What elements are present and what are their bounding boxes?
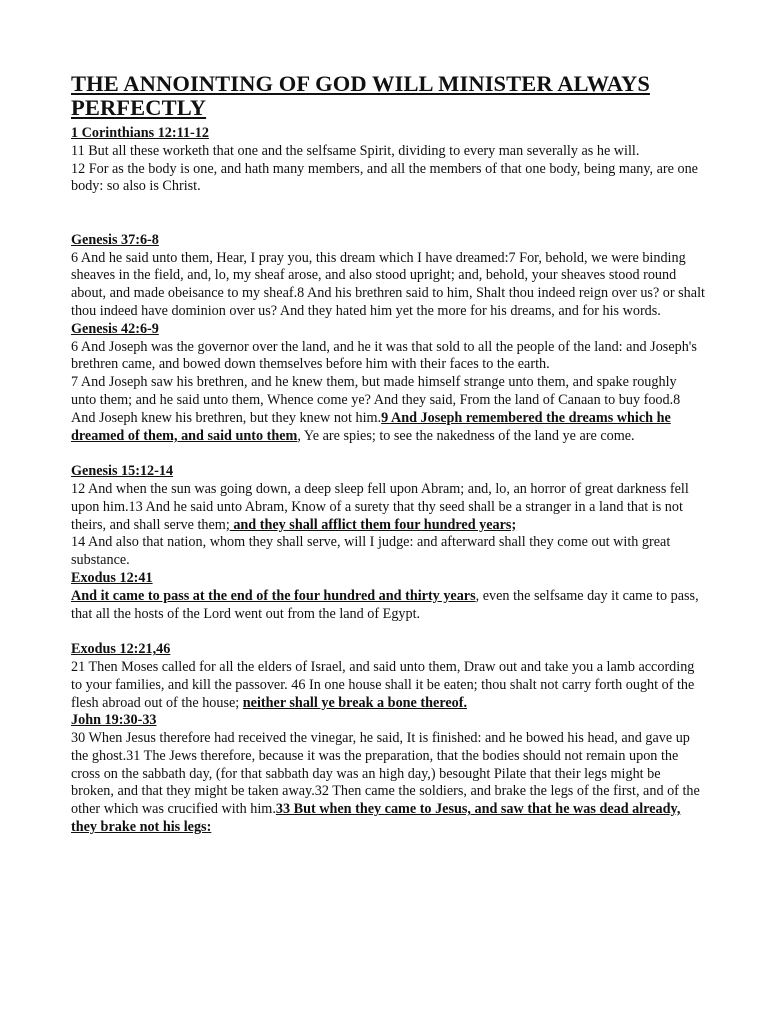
verse-text (71, 659, 705, 712)
scripture-reference: Exodus 12:41 (71, 569, 153, 586)
section-genesis-37 (71, 232, 705, 321)
spacer (71, 623, 705, 641)
verse-text (71, 588, 705, 624)
verse-text: 6 And he said unto them, Hear, I pray you, this dream which I have dreamed:7 For, behold, we were binding sheaves in the field, and, lo, my sheaf arose, and also stood upright; and, behold, your sheaves stood round about, and made obeisance to my sheaf.8 And his brethren said to him, Shalt thou indeed reign over us? or shalt thou indeed have dominion over us? And they hated him yet the more for his dreams, and for his words. (71, 249, 705, 319)
scripture-reference: Genesis 15:12-14 (71, 463, 174, 480)
verse-text-plain: 21 Then Moses called for all the elders of Israel, and said unto them, Draw out and take you a lamb according to your families, and kill the passover. 46 In one house shall it be eaten; thou shalt not carry forth ought of the flesh abroad out of the house; (71, 658, 695, 711)
scripture-reference: Genesis 42:6-9 (71, 320, 159, 337)
verse-text-plain: , Ye are spies; to see the nakedness of the land ye are come. (297, 427, 635, 444)
verse-text-plain: , even the selfsame day it came to pass, that all the hosts of the Lord went out from the land of Egypt. (71, 587, 699, 622)
scripture-reference: Genesis 37:6-8 (71, 231, 159, 248)
section-john-19 (71, 712, 705, 837)
verse-text (71, 730, 705, 837)
document-title: THE ANNOINTING OF GOD WILL MINISTER ALWAYS PERFECTLY (71, 71, 650, 120)
document-body (71, 72, 705, 837)
verse-text-plain: 12 And when the sun was going down, a deep sleep fell upon Abram; and, lo, an horror of great darkness fell upon him.13 And he said unto Abram, Know of a surety that thy seed shall be a stranger in a land that is not theirs, and shall serve them; (71, 480, 689, 533)
verse-text (71, 481, 705, 534)
verse-text (71, 374, 705, 445)
verse-emphasis: 33 But when they came to Jesus, and saw that he was dead already, they brake not his legs: (71, 801, 681, 836)
verse-emphasis: And it came to pass at the end of the four hundred and thirty years (71, 587, 476, 604)
verse-emphasis: 9 And Joseph remembered the dreams which he dreamed of them, and said unto them (71, 409, 671, 444)
verse-emphasis: neither shall ye break a bone thereof. (242, 694, 468, 711)
section-exodus-12-21 (71, 641, 705, 712)
verse-text-plain: 30 When Jesus therefore had received the vinegar, he said, It is finished: and he bowed his head, and gave up the ghost.31 The Jews therefore, because it was the preparation, that the bodies should not remain upon the cross on the sabbath day, (for that sabbath day was an high day,) besought Pilate that their legs might be broken, and that they might be taken away.32 Then came the soldiers, and brake the legs of the first, and of the other which was crucified with him. (71, 730, 700, 818)
section-genesis-15 (71, 463, 705, 570)
scripture-reference: 1 Corinthians 12:11-12 (71, 125, 209, 141)
scripture-reference: Exodus 12:21,46 (71, 641, 171, 658)
verse-text: 6 And Joseph was the governor over the land, and he it was that sold to all the people of the land: and Joseph's brethren came, and bowed down themselves before him with their faces to the earth. (71, 338, 697, 373)
section-1-corinthians (71, 125, 705, 196)
verse-text: 14 And also that nation, whom they shall serve, will I judge: and afterward shall they come out with great substance. (71, 534, 671, 569)
verse-text-plain: 7 And Joseph saw his brethren, and he knew them, but made himself strange unto them, and spake roughly unto them; and he said unto them, Whence come ye? And they said, From the land of Canaan to buy food.8 And Joseph knew his brethren, but they knew not him. (71, 374, 681, 426)
section-genesis-42 (71, 321, 705, 446)
verse-text: 11 But all these worketh that one and the selfsame Spirit, dividing to every man severally as he will. (71, 142, 640, 159)
spacer (71, 196, 705, 232)
scripture-reference: John 19:30-33 (71, 712, 157, 729)
verse-text: 12 For as the body is one, and hath many members, and all the members of that one body, being many, are one body: so also is Christ. (71, 160, 698, 195)
spacer (71, 445, 705, 463)
section-exodus-12-41 (71, 570, 705, 623)
verse-emphasis: and they shall afflict them four hundred years; (229, 516, 517, 533)
